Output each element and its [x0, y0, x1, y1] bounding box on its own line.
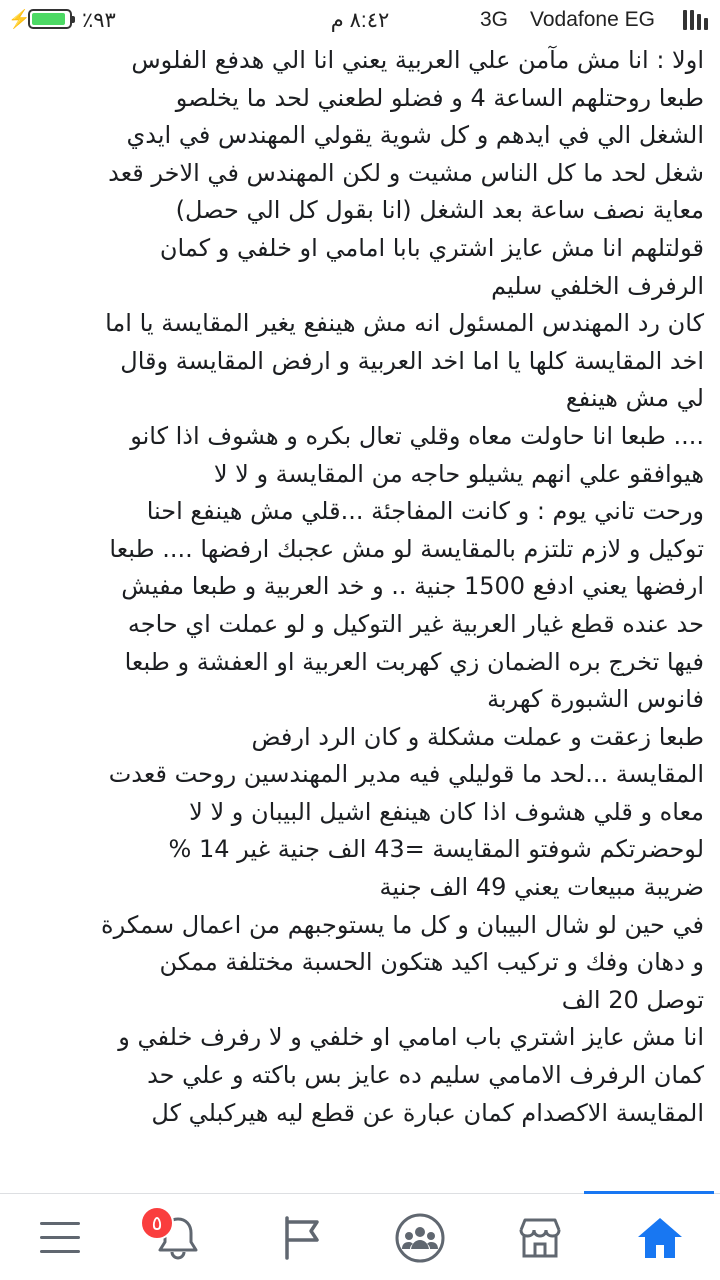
carrier-name: Vodafone EG [530, 8, 655, 31]
post-line: فيها تخرج بره الضمان زي كهربت العربية او العفشة و طبعا [124, 647, 704, 676]
clock: ٨:٤٢ م [330, 9, 390, 32]
active-tab-indicator [584, 1191, 714, 1194]
post-line: اولا : انا مش مآمن علي العربية يعني انا الي هدفع الفلوس [131, 46, 704, 74]
post-line: لوحضرتكم شوفتو المقايسة =43 الف جنية غير 14 % [168, 835, 704, 864]
flag-icon [279, 1214, 325, 1262]
post-line: توصل 20 الف [561, 985, 704, 1014]
post-line: ارفضها يعني ادفع 1500 جنية .. و خد العربية و طبعا مفيش [121, 572, 704, 601]
nav-pages[interactable] [274, 1210, 330, 1266]
post-line: طبعا روحتلهم الساعة 4 و فضلو لطعني لحد ما يخلصو [175, 83, 704, 112]
post-line: طبعا زعقت و عملت مشكلة و كان الرد ارفض [251, 722, 704, 751]
post-line: ضريبة مبيعات يعني 49 الف جنية [379, 873, 704, 902]
post-line: شغل لحد ما كل الناس مشيت و لكن المهندس في الاخر قعد [108, 158, 704, 187]
post-line: المقايسة الاكصدام كمان عبارة عن قطع ليه هيركبلي كل [151, 1098, 704, 1127]
menu-icon [38, 1218, 82, 1258]
post-line: الرفرف الخلفي سليم [491, 271, 704, 300]
post-line: ورحت تاني يوم : و كانت المفاجئة ...قلي مش هينفع احنا [146, 497, 704, 526]
post-line: الشغل الي في ايدهم و كل شوية يقولي المهندس في ايدي [126, 121, 704, 150]
post-line: كمان الرفرف الامامي سليم ده عايز بس باكته و علي حد [147, 1061, 704, 1090]
post-body [16, 42, 704, 1132]
post-line: معاية نصف ساعة بعد الشغل (انا بقول كل الي حصل) [175, 196, 704, 225]
post-line: فانوس الشبورة كهربة [487, 685, 704, 714]
status-bar [0, 0, 720, 40]
bottom-nav [0, 1196, 720, 1280]
post-line: معاه و قلي هشوف اذا كان هينفع اشيل البيبان و لا لا [189, 797, 704, 826]
post-line: المقايسة ...لحد ما قوليلي فيه مدير المهندسين روحت قعدت [108, 760, 704, 789]
post-line: لي مش هينفع [565, 384, 704, 413]
notifications-badge: ٥ [140, 1206, 174, 1240]
nav-marketplace[interactable] [512, 1210, 568, 1266]
marketplace-icon [516, 1214, 564, 1262]
charging-icon: ⚡ [8, 9, 31, 29]
post-line: في حين لو شال البيبان و كل ما يستوجبهم من اعمال سمكرة [101, 910, 704, 939]
signal-strength-icon [683, 10, 715, 30]
post-line: و دهان وفك و تركيب اكيد هتكون الحسبة مختلفة ممكن [159, 948, 704, 977]
nav-groups[interactable] [392, 1210, 448, 1266]
post-line: اخد المقايسة كلها يا اما اخد العربية و ارفض المقايسة وقال [120, 346, 704, 375]
nav-home[interactable] [632, 1210, 688, 1266]
post-line: حد عنده قطع غيار العربية غير التوكيل و لو عملت اي حاجه [127, 609, 704, 638]
network-type: 3G [480, 8, 509, 31]
groups-icon [394, 1212, 446, 1264]
post-line: توكيل و لازم تلتزم بالمقايسة لو مش عجبك ارفضها .... طبعا [109, 534, 704, 563]
battery-percent: ٪٩٣ [82, 9, 116, 32]
post-line: كان رد المهندس المسئول انه مش هينفع يغير المقايسة يا اما [105, 309, 704, 338]
post-line: انا مش عايز اشتري باب امامي او خلفي و لا رفرف خلفي و [118, 1023, 704, 1052]
post-line: قولتلهم انا مش عايز اشتري بابا امامي او خلفي و كمان [159, 233, 704, 262]
post-line: هيوافقو علي انهم يشيلو حاجه من المقايسة و لا لا [213, 459, 704, 488]
nav-menu[interactable] [32, 1210, 88, 1266]
post-line: .... طبعا انا حاولت معاه وقلي تعال بكره و هشوف اذا كانو [130, 421, 704, 450]
home-icon [636, 1215, 684, 1261]
